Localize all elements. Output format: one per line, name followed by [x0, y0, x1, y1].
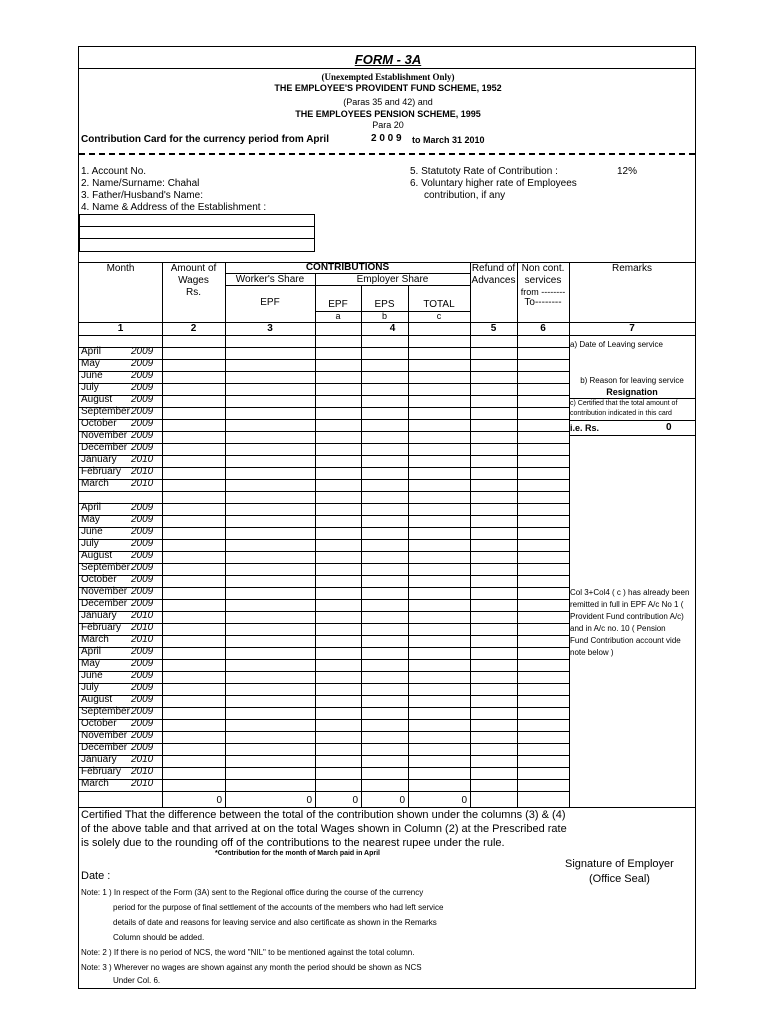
table-row	[79, 598, 569, 610]
voluntary-label2: contribution, if any	[424, 190, 506, 201]
table-row	[79, 370, 569, 382]
subtitle: (Unexempted Establishment Only)	[321, 72, 455, 82]
col-number: 3	[267, 323, 273, 334]
table-row	[79, 670, 569, 682]
table-row	[79, 550, 569, 562]
row-line	[79, 791, 569, 792]
month-year: 2009	[131, 658, 154, 669]
leaving-date: a) Date of Leaving service	[570, 340, 663, 349]
month-year: 2009	[131, 706, 154, 717]
month-year: 2010	[131, 466, 154, 477]
ie-rs: i.e. Rs.	[570, 423, 600, 433]
month-year: 2009	[131, 562, 154, 573]
month-label: July	[81, 682, 99, 693]
month-label: March	[81, 634, 109, 645]
col-note-6: note below )	[570, 648, 614, 657]
month-label: December	[81, 598, 128, 609]
table-row	[79, 394, 569, 406]
month-year: 2009	[131, 514, 154, 525]
amount-header: Amount of	[170, 263, 217, 274]
month-year: 2009	[131, 358, 154, 369]
month-label: September	[81, 406, 130, 417]
voluntary-label: 6. Voluntary higher rate of Employees	[410, 178, 577, 189]
month-year: 2009	[131, 442, 154, 453]
month-year: 2009	[131, 430, 154, 441]
note-3b: Under Col. 6.	[113, 976, 161, 985]
remarks-line	[569, 398, 695, 399]
month-label: August	[81, 694, 113, 705]
table-row	[79, 718, 569, 730]
total-header: TOTAL	[423, 299, 455, 310]
title-divider	[79, 68, 695, 69]
col-note-2: remitted in full in EPF A/c No 1 (	[570, 600, 684, 609]
month-label: June	[81, 370, 103, 381]
month-label: May	[81, 358, 100, 369]
month-label: August	[81, 550, 113, 561]
address-line	[79, 238, 315, 239]
period-year: 2 0 0 9	[371, 133, 402, 144]
row-line	[79, 335, 569, 336]
month-year: 2009	[131, 718, 154, 729]
month-year: 2009	[131, 418, 154, 429]
month-header: Month	[106, 263, 135, 274]
epf-employer-header: EPF	[328, 299, 348, 310]
table-row	[79, 478, 569, 490]
total-wages: 0	[216, 795, 222, 806]
month-year: 2009	[131, 670, 154, 681]
col-number: 5	[490, 323, 497, 334]
month-label: May	[81, 658, 100, 669]
month-year: 2009	[131, 538, 154, 549]
month-label: March	[81, 478, 109, 489]
table-row	[79, 562, 569, 574]
certification-1: Certified That the difference between the total of the contribution shown under the columns (3) & (4)	[81, 809, 566, 821]
month-year: 2009	[131, 730, 154, 741]
month-label: May	[81, 514, 100, 525]
col-number: 4	[389, 323, 396, 334]
month-year: 2010	[131, 454, 154, 465]
month-year: 2010	[131, 766, 154, 777]
epf-worker-header: EPF	[260, 297, 280, 308]
certified-1: c) Certified that the total amount of	[570, 400, 678, 407]
contributions-header: CONTRIBUTIONS	[305, 262, 390, 273]
table-row	[79, 454, 569, 466]
noncont-header: Non cont.	[521, 263, 565, 274]
month-label: July	[81, 538, 99, 549]
month-label: November	[81, 586, 128, 597]
month-label: June	[81, 526, 103, 537]
note-1c: details of date and reasons for leaving service and also certificate as shown in the Remarks	[113, 918, 437, 927]
certification-2: of the above table and that arrived at on the total Wages shown in Column (2) at the Prescribed rate	[81, 823, 567, 835]
month-label: April	[81, 646, 102, 657]
col-note-3: Provident Fund contribution A/c)	[570, 612, 684, 621]
scheme2: THE EMPLOYEES PENSION SCHEME, 1995	[295, 109, 481, 119]
form-3a-sheet	[78, 46, 696, 989]
table-row	[79, 682, 569, 694]
remarks-header: Remarks	[611, 263, 652, 274]
eps-header: EPS	[374, 299, 395, 310]
month-year: 2009	[131, 394, 154, 405]
month-label: October	[81, 418, 117, 429]
month-year: 2009	[131, 646, 154, 657]
month-label: January	[81, 610, 117, 621]
total-epf-employer: 0	[352, 795, 358, 806]
amount-header: Wages	[178, 275, 209, 286]
leaving-reason: b) Reason for leaving service	[580, 376, 684, 385]
month-year: 2009	[131, 502, 154, 513]
month-label: November	[81, 730, 128, 741]
remarks-line	[569, 420, 695, 421]
month-label: April	[81, 502, 102, 513]
note-1b: period for the purpose of final settlement of the accounts of the members who had left service	[113, 903, 444, 912]
employer-share-header: Employer Share	[356, 274, 429, 285]
month-year: 2010	[131, 778, 154, 789]
table-row	[79, 574, 569, 586]
month-label: January	[81, 454, 117, 465]
table-row	[79, 778, 569, 790]
sub-b: b	[381, 311, 387, 321]
month-year: 2009	[131, 694, 154, 705]
month-label: September	[81, 562, 130, 573]
note-1a: Note: 1 ) In respect of the Form (3A) sent to the Regional office during the course of the currency	[81, 888, 424, 897]
address-line	[79, 226, 315, 227]
employee-name: 2. Name/Surname: Chahal	[81, 178, 200, 189]
month-label: February	[81, 622, 122, 633]
noncont-header: To--------	[524, 297, 562, 308]
total-epf-worker: 0	[306, 795, 312, 806]
table-row	[79, 466, 569, 478]
month-year: 2009	[131, 574, 154, 585]
table-row	[79, 706, 569, 718]
father-name: 3. Father/Husband's Name:	[81, 190, 203, 201]
month-label: July	[81, 382, 99, 393]
table-row	[79, 526, 569, 538]
certification-3: is solely due to the rounding off of the contributions to the nearest rupee under the rule.	[81, 837, 505, 849]
month-year: 2009	[131, 598, 154, 609]
table-row	[79, 538, 569, 550]
march-note: *Contribution for the month of March paid in April	[215, 850, 381, 857]
paras: (Paras 35 and 42) and	[343, 97, 433, 107]
table-row	[79, 622, 569, 634]
month-label: September	[81, 706, 130, 717]
establishment: 4. Name & Address of the Establishment :	[81, 202, 267, 213]
col-number: 7	[629, 323, 635, 334]
address-box	[79, 214, 315, 252]
table-row	[79, 634, 569, 646]
col-number: 2	[190, 323, 197, 334]
month-label: December	[81, 442, 128, 453]
month-label: December	[81, 742, 128, 753]
period-end: to March 31 2010	[412, 135, 485, 145]
table-row	[79, 346, 569, 358]
month-year: 2010	[131, 634, 154, 645]
month-label: February	[81, 766, 122, 777]
table-row	[79, 418, 569, 430]
month-year: 2010	[131, 754, 154, 765]
signature-label: Signature of Employer	[565, 858, 674, 870]
month-year: 2009	[131, 346, 154, 357]
col-number: 6	[540, 323, 546, 334]
month-year: 2009	[131, 382, 154, 393]
table-row	[79, 442, 569, 454]
month-year: 2009	[131, 742, 154, 753]
month-year: 2009	[131, 682, 154, 693]
total-c: 0	[461, 795, 467, 806]
col-note-5: Fund Contribution account vide	[570, 636, 681, 645]
table-row	[79, 754, 569, 766]
account-no: 1. Account No.	[81, 166, 147, 177]
table-row	[79, 430, 569, 442]
note-2: Note: 2 ) If there is no period of NCS, the word "NIL" to be mentioned against the total column.	[81, 948, 415, 957]
col-note-4: and in A/c no. 10 ( Pension	[570, 624, 666, 633]
noncont-header: services	[524, 275, 562, 286]
month-year: 2009	[131, 586, 154, 597]
month-label: April	[81, 346, 102, 357]
total-eps: 0	[399, 795, 405, 806]
month-label: August	[81, 394, 113, 405]
month-label: March	[81, 778, 109, 789]
sub-c: c	[436, 311, 442, 321]
month-label: February	[81, 466, 122, 477]
month-year: 2009	[131, 370, 154, 381]
noncont-header: from --------	[520, 287, 566, 297]
sub-a: a	[335, 311, 341, 321]
table-row	[79, 694, 569, 706]
note-1d: Column should be added.	[113, 933, 205, 942]
table-row	[79, 610, 569, 622]
month-label: January	[81, 754, 117, 765]
amount-header: Rs.	[186, 287, 201, 298]
month-label: June	[81, 670, 103, 681]
office-seal: (Office Seal)	[589, 873, 650, 885]
month-year: 2010	[131, 478, 154, 489]
month-year: 2009	[131, 526, 154, 537]
table-bottom	[79, 807, 695, 808]
refund-header: Refund of	[471, 263, 516, 274]
note-3a: Note: 3 ) Wherever no wages are shown against any month the period should be shown as NCS	[81, 963, 422, 972]
month-label: November	[81, 430, 128, 441]
ie-value: 0	[666, 422, 672, 433]
table-row	[79, 646, 569, 658]
month-year: 2010	[131, 622, 154, 633]
table-row	[79, 766, 569, 778]
statutory-rate-label: 5. Statutoty Rate of Contribution :	[410, 166, 558, 177]
workers-share-header: Worker's Share	[235, 274, 305, 285]
col-number: 1	[117, 323, 124, 334]
table-row	[79, 658, 569, 670]
form-title: FORM - 3A	[354, 52, 422, 67]
row-line	[79, 491, 569, 492]
share-line	[225, 285, 470, 286]
date-label: Date :	[81, 870, 111, 882]
table-row	[79, 514, 569, 526]
month-label: October	[81, 574, 117, 585]
table-row	[79, 502, 569, 514]
month-year: 2010	[131, 610, 154, 621]
table-row	[79, 586, 569, 598]
para: Para 20	[372, 120, 404, 130]
refund-header: Advances	[471, 275, 516, 286]
scheme1: THE EMPLOYEE'S PROVIDENT FUND SCHEME, 1952	[274, 83, 502, 93]
table-row	[79, 358, 569, 370]
certified-2: contribution indicated in this card	[570, 410, 672, 417]
table-row	[79, 742, 569, 754]
month-year: 2009	[131, 550, 154, 561]
table-row	[79, 406, 569, 418]
reason-value: Resignation	[606, 387, 658, 397]
header-divider	[79, 153, 695, 155]
table-row	[79, 730, 569, 742]
remarks-line	[569, 435, 695, 436]
col-note-1: Col 3+Col4 ( c ) has already been	[570, 588, 690, 597]
table-row	[79, 382, 569, 394]
statutory-rate-value: 12%	[617, 166, 638, 177]
month-year: 2009	[131, 406, 154, 417]
period-label: Contribution Card for the currency period from April	[81, 134, 329, 145]
month-label: October	[81, 718, 117, 729]
